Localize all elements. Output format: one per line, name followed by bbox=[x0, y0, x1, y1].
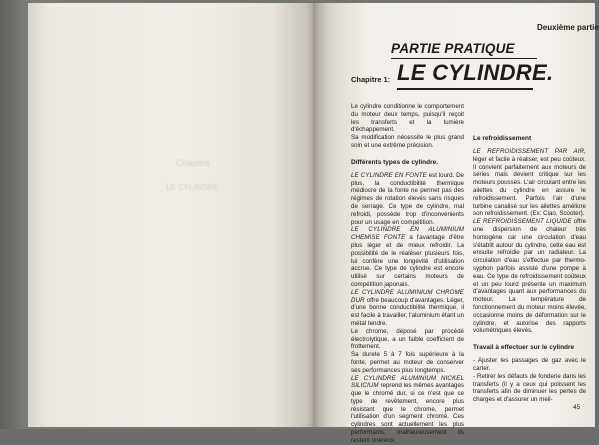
text-nickel: reprend les mêmes avantages que le chromé dur, si ce n'est que ce type de revêtement, encore plus résistant que le chrome, permet l'utilisation d'un segment chromé. Ces cylindres sont actuellement les plus performants, malheureusement ils restent onéreux. bbox=[351, 382, 464, 444]
section-heading-cooling: Le refroidissement bbox=[473, 135, 532, 142]
text-fonte: est lourd. De plus, la conductibilité thermique médiocre de la fonte ne permet pas des régimes de rotation élevés sans risques de serrage. Ce type de cylindre, mal refroidi, possède trop d'inconvénients pour un usage en compétition. bbox=[351, 171, 464, 226]
chapter-label: Chapitre 1: bbox=[351, 75, 391, 84]
work-item: - Retirer les défauts de fonderie dans les transferts (il y a ceux qui polissent les transferts afin de diminuer les pertes de charges et d'assurer un meil- bbox=[473, 372, 586, 404]
paragraph-chrome-3: Sa durete 5 à 7 fois supérieure à la fonte, permet au moteur de conserver ses performances plus longtemps. bbox=[351, 351, 464, 374]
text-air: léger et facile à réaliser, est peu coûteux. Il convient parfaitement aux moteurs de séries mais devient critique sur les moteurs poussés. L'air circulant entre les ailettes du cylindre en assure le refroidissement. Parfois l'air d'une turbine canalisé sur les ailettes améliore son refroidissement. (Ex: Ciao, Scooter). bbox=[473, 155, 586, 218]
show-through-chapter: Chapitre bbox=[176, 158, 211, 168]
term-chemise: LE CYLINDRE EN ALUMINIUM CHEMISE FONTE bbox=[351, 226, 464, 242]
text-column-right bbox=[473, 103, 586, 404]
intro-paragraph: Le cylindre conditionne le comportement du moteur deux temps, puisqu'il reçoit les transferts et la lumière d'échappement. bbox=[351, 103, 464, 134]
text-liquid: offre une dispersion de chaleur très homogène car une circulation d'eau s'établit autour du cylindre, cette eau est ensuite refroidie par un radiateur. La circulation d'eau s'effectue par thermo-syphon parfois assisté d'une pompe à eau. Ce type de refroidissement coûteux et un peu lourd présente un maximum d'avantages quant aux performances du moteur. La température de fonctionnement du moteur moins élevée, occasionne moins de déformation sur le cylindre, et autorise des rapports volumétriques élevés. bbox=[473, 218, 586, 335]
paragraph-chrome-2: Le chrome, déposé par procédé électrolytique, a un faible coefficient de frottement. bbox=[351, 327, 464, 351]
paragraph-chrome bbox=[351, 289, 464, 328]
part-title-underline bbox=[391, 58, 537, 59]
text-column-left bbox=[351, 103, 464, 445]
open-book bbox=[28, 3, 599, 444]
chapter-title-underline bbox=[397, 88, 533, 90]
paragraph-air bbox=[473, 148, 586, 218]
paragraph-nickel bbox=[351, 375, 464, 445]
paragraph-fonte bbox=[351, 172, 464, 227]
work-item: - Ajuster les passages de gaz avec le carter. bbox=[473, 357, 586, 372]
page-number: 45 bbox=[573, 404, 581, 411]
left-page bbox=[28, 3, 315, 427]
term-fonte: LE CYLINDRE EN FONTE bbox=[351, 171, 427, 179]
show-through-title: LE CYLINDRE bbox=[166, 183, 219, 192]
show-through-text bbox=[128, 123, 268, 243]
right-page bbox=[341, 3, 599, 444]
text-chrome: offre beaucoup d'avantages. Léger, d'une bonne conductibilité thermique, il est facile à travailler, l'aluminium étant un métal tendre. bbox=[351, 296, 464, 327]
term-air: LE REFROIDISSEMENT PAR AIR, bbox=[473, 148, 586, 155]
term-liquid: LE REFROIDISSEMENT LIQUIDE bbox=[473, 218, 572, 226]
book-gutter bbox=[313, 3, 341, 427]
text-chemise: a l'avantage d'être plus léger et de mieux refroidir. La possibilité de le réaléser plusieurs fois, lui confère une longévité d'utilisation accrue. Ce type de cylindre est encore utilisé sur certains moteurs de compétition japonais. bbox=[351, 234, 464, 288]
chapter-title: LE CYLINDRE. bbox=[397, 60, 554, 85]
term-nickel: LE CYLINDRE ALUMINIUM NICKEL SILICIUM bbox=[351, 374, 464, 390]
section-heading-work: Travail à effectuer sur le cylindre bbox=[473, 344, 575, 352]
intro-paragraph: Sa modification nécessite le plus grand soin et une extrême précision. bbox=[351, 134, 464, 149]
section-heading-types: Différents types de cylindre. bbox=[351, 158, 439, 166]
paragraph-chemise bbox=[351, 226, 464, 288]
paragraph-liquid bbox=[473, 218, 586, 335]
term-chrome: LE CYLINDRE ALUMINIUM CHROME DUR bbox=[351, 288, 464, 304]
part-title: PARTIE PRATIQUE bbox=[391, 41, 515, 56]
running-head: Deuxième partie bbox=[537, 23, 599, 32]
